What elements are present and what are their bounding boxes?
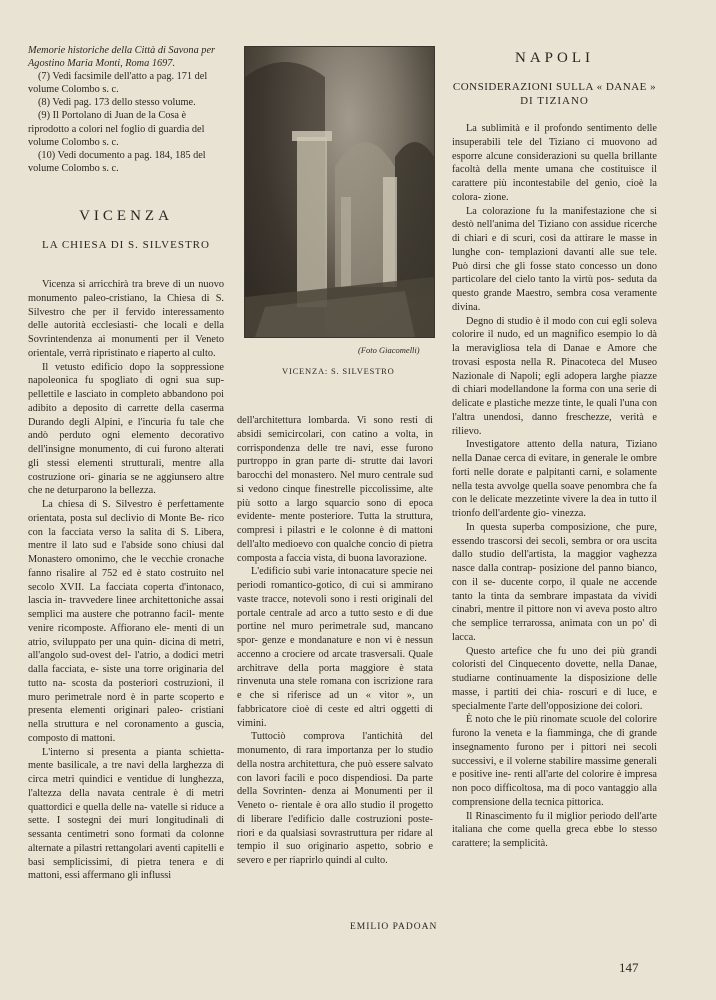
napoli-paragraph: La sublimità e il profondo sentimento delle insuperabili tele del Tiziano ci muovono ad esporre alcune considerazioni su quella brillante facoltà della mente umana che costituisce il carattere più incontestabile del genio, cioè la colora- zione. xyxy=(452,123,657,203)
church-arcade-illustration xyxy=(245,47,434,337)
footnotes xyxy=(28,44,224,175)
vicenza-paragraph: Vicenza si arricchirà tra breve di un nuovo monumento paleo-cristiano, la Chiesa di S. Silvestro che per il fervido interessamento delle autorità ecclesiasti- che locali e della Sovrintendenza ai monumenti per il Veneto orientale, verrà ripristinato e riaperto al culto. xyxy=(28,279,224,359)
vicenza-paragraph: Il vetusto edificio dopo la soppressione napoleonica fu spogliato di ogni sua sup- pellettile e lasciato in completo abbandono poi adibito a deposito di carrette della caserma Durando degli Alpini, e l'incuria fu tale che andò perduto ogni elemento decorativo dell'insigne monumento, di cui furono alterati gli stessi elementi strutturali, mentre alla costruzione ori- ginaria se ne aggiunsero altre che ne deturparono la bellezza. xyxy=(28,361,224,497)
footnote-10: (10) Vedi documento a pag. 184, 185 del volume Colombo s. c. xyxy=(28,149,206,174)
napoli-paragraph: Il Rinascimento fu il miglior periodo dell'arte italiana che come quella greca ebbe lo stesso carattere; la semplicità. xyxy=(452,810,657,849)
vicenza-paragraph: Tuttociò comprova l'antichità del monumento, di rara importanza per lo studio della nostra architettura, che può essere salvato con lavori facili e poco dispendiosi. Da parte della Sovrinten- denza ai Monumenti per il Veneto o- rientale è ora allo studio il progetto di liberare l'edificio dalle costruzioni poste- riori e da qualsiasi sovrastruttura per ridare al tempio il suo originario aspetto, sobrio e severo e per riaprirlo quindi al culto. xyxy=(237,731,433,866)
page-number: 147 xyxy=(619,960,639,975)
footnote-9: (9) Il Portolano di Juan de la Cosa è riprodotto a colori nel foglio di guardia del volume Colombo s. c. xyxy=(28,110,205,148)
napoli-subtitle-line-1: CONSIDERAZIONI SULLA « DANAE » xyxy=(452,81,657,93)
church-interior-photo xyxy=(244,46,435,338)
footnote-8: (8) Vedi pag. 173 dello stesso volume. xyxy=(38,97,196,109)
vicenza-paragraph: dell'architettura lombarda. Vi sono resti di absidi semicircolari, con catino a volta, in corrispondenza delle tre navi, esse furono purtroppo in gran parte di- strutte dai lavori barocchi del monastero. Nel muro centrale sud si vedono cinque finestrelle piccolissime, alte più sotto a largo squarcio sono di epoca evidente- mente posteriore. Tutta la struttura, compresi i pilastri e le colonne è di mattoni dell'alto medioevo con qualche concio di pietra composta a faccia vista, di buona lavorazione. xyxy=(237,415,433,564)
vicenza-heading xyxy=(28,208,224,251)
vicenza-paragraph: L'interno si presenta a pianta schietta- mente basilicale, a tre navi della larghezza di circa metri quindici e ventidue di lunghezza, l'altezza della navata centrale è di metri quattordici e quella delle na- vatelle si riduce a sette. I sostegni dei muri longitudinali di sessanta centimetri sono formati da colonne alternate a pilastri rettangolari aventi capitelli e basi semplicissimi, di pietra tenera e di mattoni, essi affermano gli influssi xyxy=(28,746,224,882)
napoli-subtitle-line-2: DI TIZIANO xyxy=(520,95,589,107)
footnote-7: (7) Vedi facsimile dell'atto a pag. 171 del volume Colombo s. c. xyxy=(28,71,208,96)
vicenza-column-1 xyxy=(28,278,224,883)
author-signature: EMILIO PADOAN xyxy=(350,922,438,932)
vicenza-paragraph: La chiesa di S. Silvestro è perfettamente orientata, posta sul declivio di Monte Be- rico con la facciata verso la salita di S. Libera, mentre il lato sud e l'abside sono chiusi dal Monastero omonimo, che le vecchie cronache fanno risalire al 752 ed è stato costruito nel secolo XVII. La facciata coperta d'intonaco, lascia in- travvedere linee architettoniche assai semplici ma austere che potranno facil- mente venire ricomposte. Affiorano ele- menti di un atrio, sviluppato per una quin- dicina di metri, all'angolo sud-ovest del- l'atrio, a dodici metri dalla facciata, e- siste una torre originaria del tutto na- scosta da posteriori costruzioni, il muro perimetrale nord è in parte scoperto e presenta elementi originari paleo- cristiani nella struttura e nel coronamento a guscia, composto di mattoni. xyxy=(28,499,224,744)
photo-credit: (Foto Giacomelli) xyxy=(358,345,420,355)
vicenza-title: VICENZA xyxy=(79,208,173,224)
napoli-column xyxy=(452,122,657,851)
vicenza-subtitle: LA CHIESA DI S. SILVESTRO xyxy=(42,239,210,251)
photo-caption: VICENZA: S. SILVESTRO xyxy=(282,366,395,376)
napoli-paragraph: È noto che le più rinomate scuole del colorire furono la veneta e la fiamminga, che di grande insegnamento furono per i pittori nei secoli successivi, e il volerne stabilire massime generali e positive ine- renti all'arte del colorire è impresa non poco difficoltosa, ma di poco vantaggio alla comprensione della tecnica pittorica. xyxy=(452,714,657,808)
vicenza-column-2 xyxy=(237,414,433,868)
napoli-paragraph: In questa superba composizione, che pure, essendo trascorsi dei secoli, sembra or ora uscita dallo studio dell'artista, la maggior vaghezza nasce dalla contrap- posizione del panno bianco, con il se- ducente corpo, il quale ne accende tanto la tinta da sembrare impastata da vividi cinabri, mentre il pittore non vi aveva posto altro che semplice terrarossa, animata con un po' di lacca. xyxy=(452,521,657,643)
footnote-source: Memorie historiche della Città di Savona per Agostino Maria Monti, Roma 1697. xyxy=(28,45,216,70)
napoli-paragraph: Degno di studio è il modo con cui egli soleva colorire il nudo, ed un magnifico esempio lo dà la meravigliosa tela di Danae e Amore che trovasi esposta nella R. Pinacoteca del Museo Nazionale di Napoli; egli adopera larghe piazze di chiari modellandone la forma con una serie di delicate e plastiche mezze tinte, le quali l'una con l'altra unendosi, danno freschezze, verità e rilievo. xyxy=(452,315,657,437)
vicenza-paragraph: L'edificio subì varie intonacature specie nei periodi romantico-gotico, di cui si ammirano vaste tracce, notevoli sono i resti originali del portale centrale ad arco a tutto sesto e di due portine nel muro perimetrale sud, mancano spor- genze e mondanature e non vi è nessun accenno a crociere od arcate trasversali. Quale architrave della porta maggiore è stata rinvenuta una stele romana con iscrizione rara e che si riferisce ad un « vitor », un fabbricatore cioè di ceste ed altri oggetti di vimini. xyxy=(237,566,433,729)
napoli-paragraph: La colorazione fu la manifestazione che si destò nell'anima del Tiziano con assidue ricerche di chiari e di scuri, così da attirare le masse in lunghe con- templazioni davanti alle sue tele. Può dirsi che gli fosse stato concesso un dono particolare del cielo tanto la virtù pos- seduta da questo grande Maestro, sembra cosa veramente divina. xyxy=(452,205,657,313)
napoli-paragraph: Questo artefice che fu uno dei più grandi coloristi del Cinquecento dovette, nella Danae, studiarne continuamente la disposizione delle masse, i partiti dei chia- roscuri e di luce, e specialmente l'arte dell'opposizione dei colori. xyxy=(452,645,657,712)
napoli-title: NAPOLI xyxy=(515,50,594,66)
napoli-paragraph: Investigatore attento della natura, Tiziano nella Danae cerca di evitare, in generale le ombre forti nelle dorate e palpitanti carni, e solamente nella testa avvolge quella soave penombra che fa con le delicate mezzetinte vivere la dea in tutto il trionfo dell'ardente gio- vinezza. xyxy=(452,439,657,519)
napoli-heading xyxy=(452,50,657,107)
